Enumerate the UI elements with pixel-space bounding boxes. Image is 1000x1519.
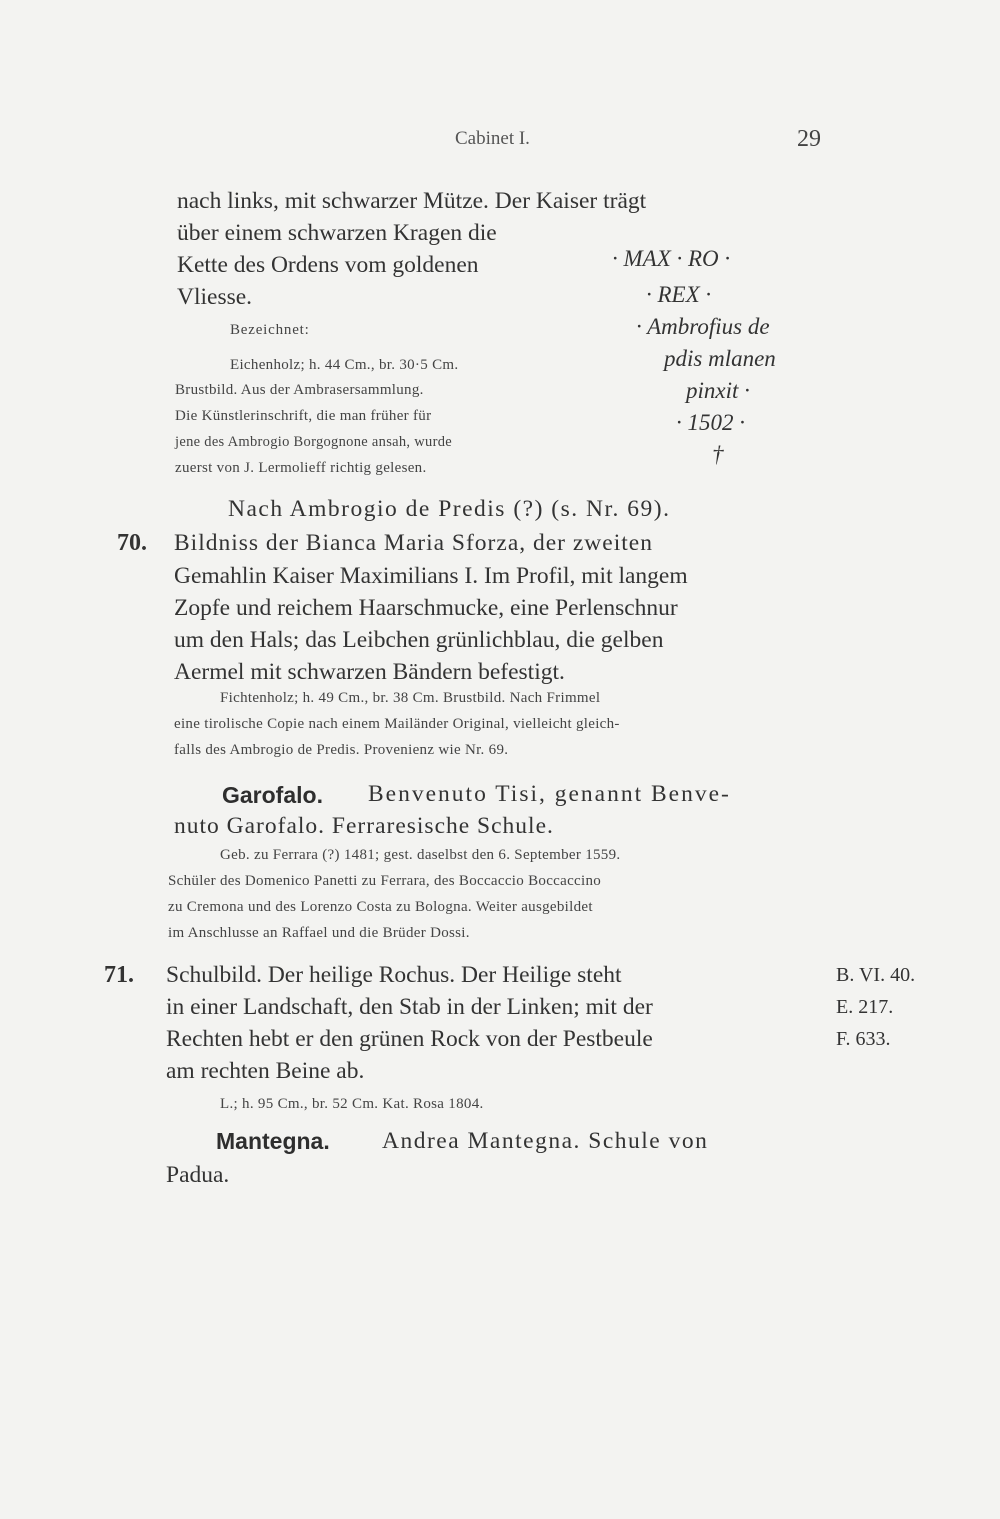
entry70-line: Aermel mit schwarzen Bändern befestigt. (174, 659, 565, 685)
inscription-line: · REX · (646, 282, 712, 307)
artist-note: Schüler des Domenico Panetti zu Ferrara, des Boccaccio Boccaccino (168, 873, 602, 889)
entry70-line: Zopfe und reichem Haarschmucke, eine Perlenschnur (174, 595, 678, 621)
entry71-line: am rechten Beine ab. (166, 1058, 365, 1084)
artist-line: Padua. (166, 1162, 230, 1188)
artist-line: Andrea Mantegna. Schule von (382, 1128, 709, 1154)
entry-number: 70. (117, 530, 147, 556)
entry69-note: Eichenholz; h. 44 Cm., br. 30·5 Cm. (230, 357, 459, 373)
entry71-line: Schulbild. Der heilige Rochus. Der Heilige steht (166, 962, 622, 988)
inscription-line: pdis mlanen (664, 346, 776, 371)
running-title: Cabinet I. (455, 128, 530, 149)
entry69-line: über einem schwarzen Kragen die (177, 220, 497, 246)
artist-note: zu Cremona und des Lorenzo Costa zu Bologna. Weiter ausgebildet (168, 899, 593, 915)
entry-number: 71. (104, 962, 134, 988)
entry71-note: L.; h. 95 Cm., br. 52 Cm. Kat. Rosa 1804. (220, 1096, 484, 1112)
artist-note: Geb. zu Ferrara (?) 1481; gest. daselbst den 6. September 1559. (220, 847, 621, 863)
entry69-note: Die Künstlerinschrift, die man früher für (175, 408, 432, 424)
reference: B. VI. 40. (836, 964, 916, 986)
artist-line: Benvenuto Tisi, genannt Benve- (368, 781, 731, 807)
inscription-line: · Ambrofius de (636, 314, 770, 339)
inscription-line: · MAX · RO · (612, 246, 731, 271)
entry70-line: um den Hals; das Leibchen grünlichblau, die gelben (174, 627, 664, 653)
page-number: 29 (797, 126, 821, 152)
reference: E. 217. (836, 996, 894, 1018)
entry69-line: nach links, mit schwarzer Mütze. Der Kaiser trägt (177, 188, 647, 214)
inscription-line: † (712, 442, 724, 467)
reference: F. 633. (836, 1028, 891, 1050)
entry70-line: Gemahlin Kaiser Maximilians I. Im Profil, mit langem (174, 563, 688, 589)
artist-name: Mantegna. (216, 1128, 330, 1154)
inscription-line: pinxit · (686, 378, 750, 403)
inscription-line: · 1502 · (676, 410, 745, 435)
entry70-note: Fichtenholz; h. 49 Cm., br. 38 Cm. Brustbild. Nach Frimmel (220, 690, 601, 706)
entry69-note: Brustbild. Aus der Ambrasersammlung. (175, 382, 424, 398)
inscription-label: Bezeichnet: (230, 322, 310, 338)
entry70-line: Bildniss der Bianca Maria Sforza, der zweiten (174, 530, 653, 556)
entry71-line: in einer Landschaft, den Stab in der Linken; mit der (166, 994, 653, 1020)
entry69-line: Vliesse. (177, 284, 253, 310)
entry71-line: Rechten hebt er den grünen Rock von der Pestbeule (166, 1026, 653, 1052)
attribution-heading: Nach Ambrogio de Predis (?) (s. Nr. 69). (228, 496, 671, 522)
artist-name: Garofalo. (222, 782, 323, 808)
artist-note: im Anschlusse an Raffael und die Brüder Dossi. (168, 925, 470, 941)
entry69-line: Kette des Ordens vom goldenen (177, 252, 479, 278)
entry69-note: zuerst von J. Lermolieff richtig gelesen. (175, 460, 427, 476)
entry69-note: jene des Ambrogio Borgognone ansah, wurde (175, 434, 453, 450)
artist-line: nuto Garofalo. Ferraresische Schule. (174, 813, 554, 839)
entry70-note: eine tirolische Copie nach einem Mailänder Original, vielleicht gleich- (174, 716, 620, 732)
entry70-note: falls des Ambrogio de Predis. Provenienz wie Nr. 69. (174, 742, 509, 758)
